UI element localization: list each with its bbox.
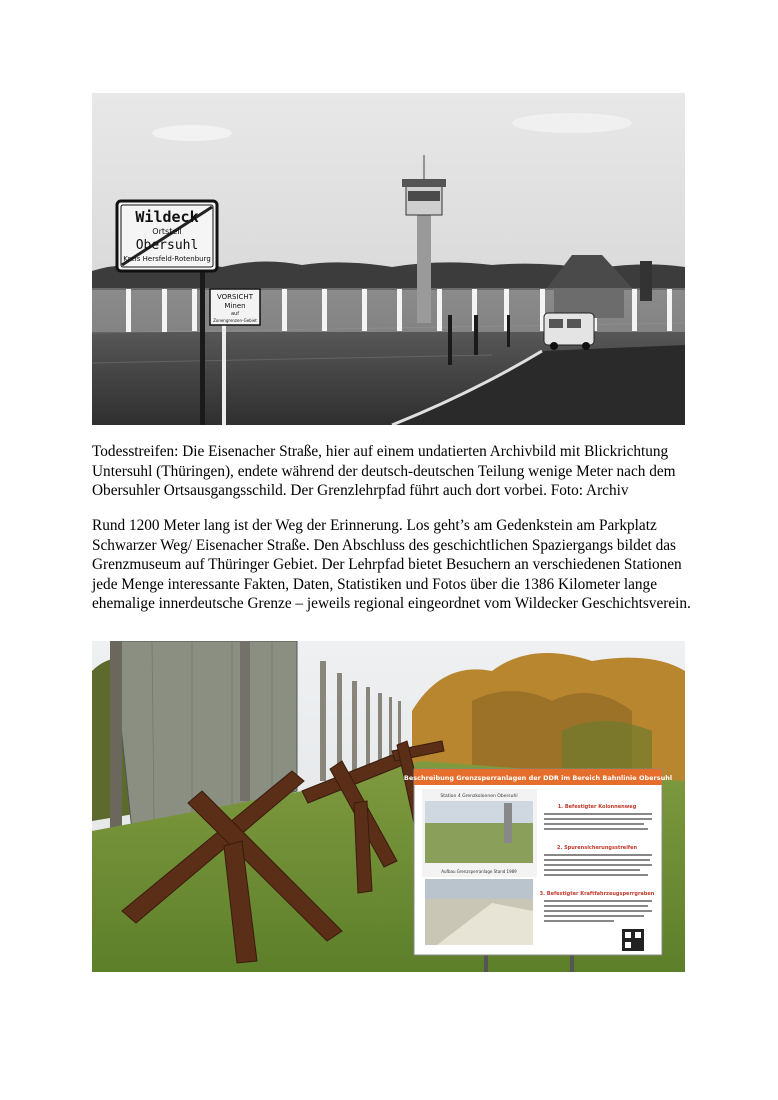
board-photo2-caption: Aufbau Grenzsperranlage Stand 1989	[441, 869, 517, 874]
board-title: Beschreibung Grenzsperranlagen der DDR im Bereich Bahnlinie Obersuhl	[403, 774, 673, 782]
warning-line-1: VORSICHT	[217, 293, 253, 301]
information-board	[404, 769, 672, 972]
board-photo1-caption: Station 4 Grenzkolonnen Obersuhl	[440, 794, 518, 799]
warning-line-4: Zonengrenzen-Gebiet	[213, 318, 257, 323]
sign-name-text: Obersuhl	[135, 238, 199, 253]
board-section-1: 1. Befestigter Kolonnenweg	[557, 804, 637, 810]
article-paragraph: Rund 1200 Meter lang ist der Weg der Erinnerung. Los geht’s am Gedenkstein am Parkplatz Schwarzer Weg/ Eisenacher Straße. Den Abschluss des geschichtlichen Spaziergangs bildet das Grenzmuseum auf Thüringer Gebiet. Der Lehrpfad bietet Besuchern an verschiedenen Stationen jede Menge interessante Fakten, Daten, Statistiken und Fotos über die 1386 Kilometer lange ehemalige innerdeutsche Grenze – jeweils regional eingeordnet vom Wildecker Geschichtsverein.	[92, 517, 691, 612]
mine-warning-sign	[210, 289, 260, 325]
sign-district-text: Kreis Hersfeld-Rotenburg	[123, 255, 211, 263]
town-exit-sign	[117, 201, 217, 271]
board-section-2: 2. Spurensicherungsstreifen	[556, 845, 638, 851]
warning-line-2: Minen	[224, 302, 246, 310]
archive-photo-border-road	[92, 93, 685, 425]
board-section-3: 3. Befestigter Kraftfahrzeugsperrgraben	[539, 891, 655, 897]
sign-subtitle-text: Ortsteil	[152, 227, 182, 236]
photo-caption: Todesstreifen: Die Eisenacher Straße, hier auf einem undatierten Archivbild mit Blickrichtung Untersuhl (Thüringen), endete während der deutsch-deutschen Teilung wenige Meter nach dem Obersuhler Ortsausgangsschild. Der Grenzlehrpfad führt auch dort vorbei. Foto: Archiv	[92, 443, 676, 499]
border-trail-photo	[92, 641, 685, 972]
warning-line-3: auf	[231, 311, 239, 317]
sign-town-text: Wildeck	[135, 208, 199, 226]
